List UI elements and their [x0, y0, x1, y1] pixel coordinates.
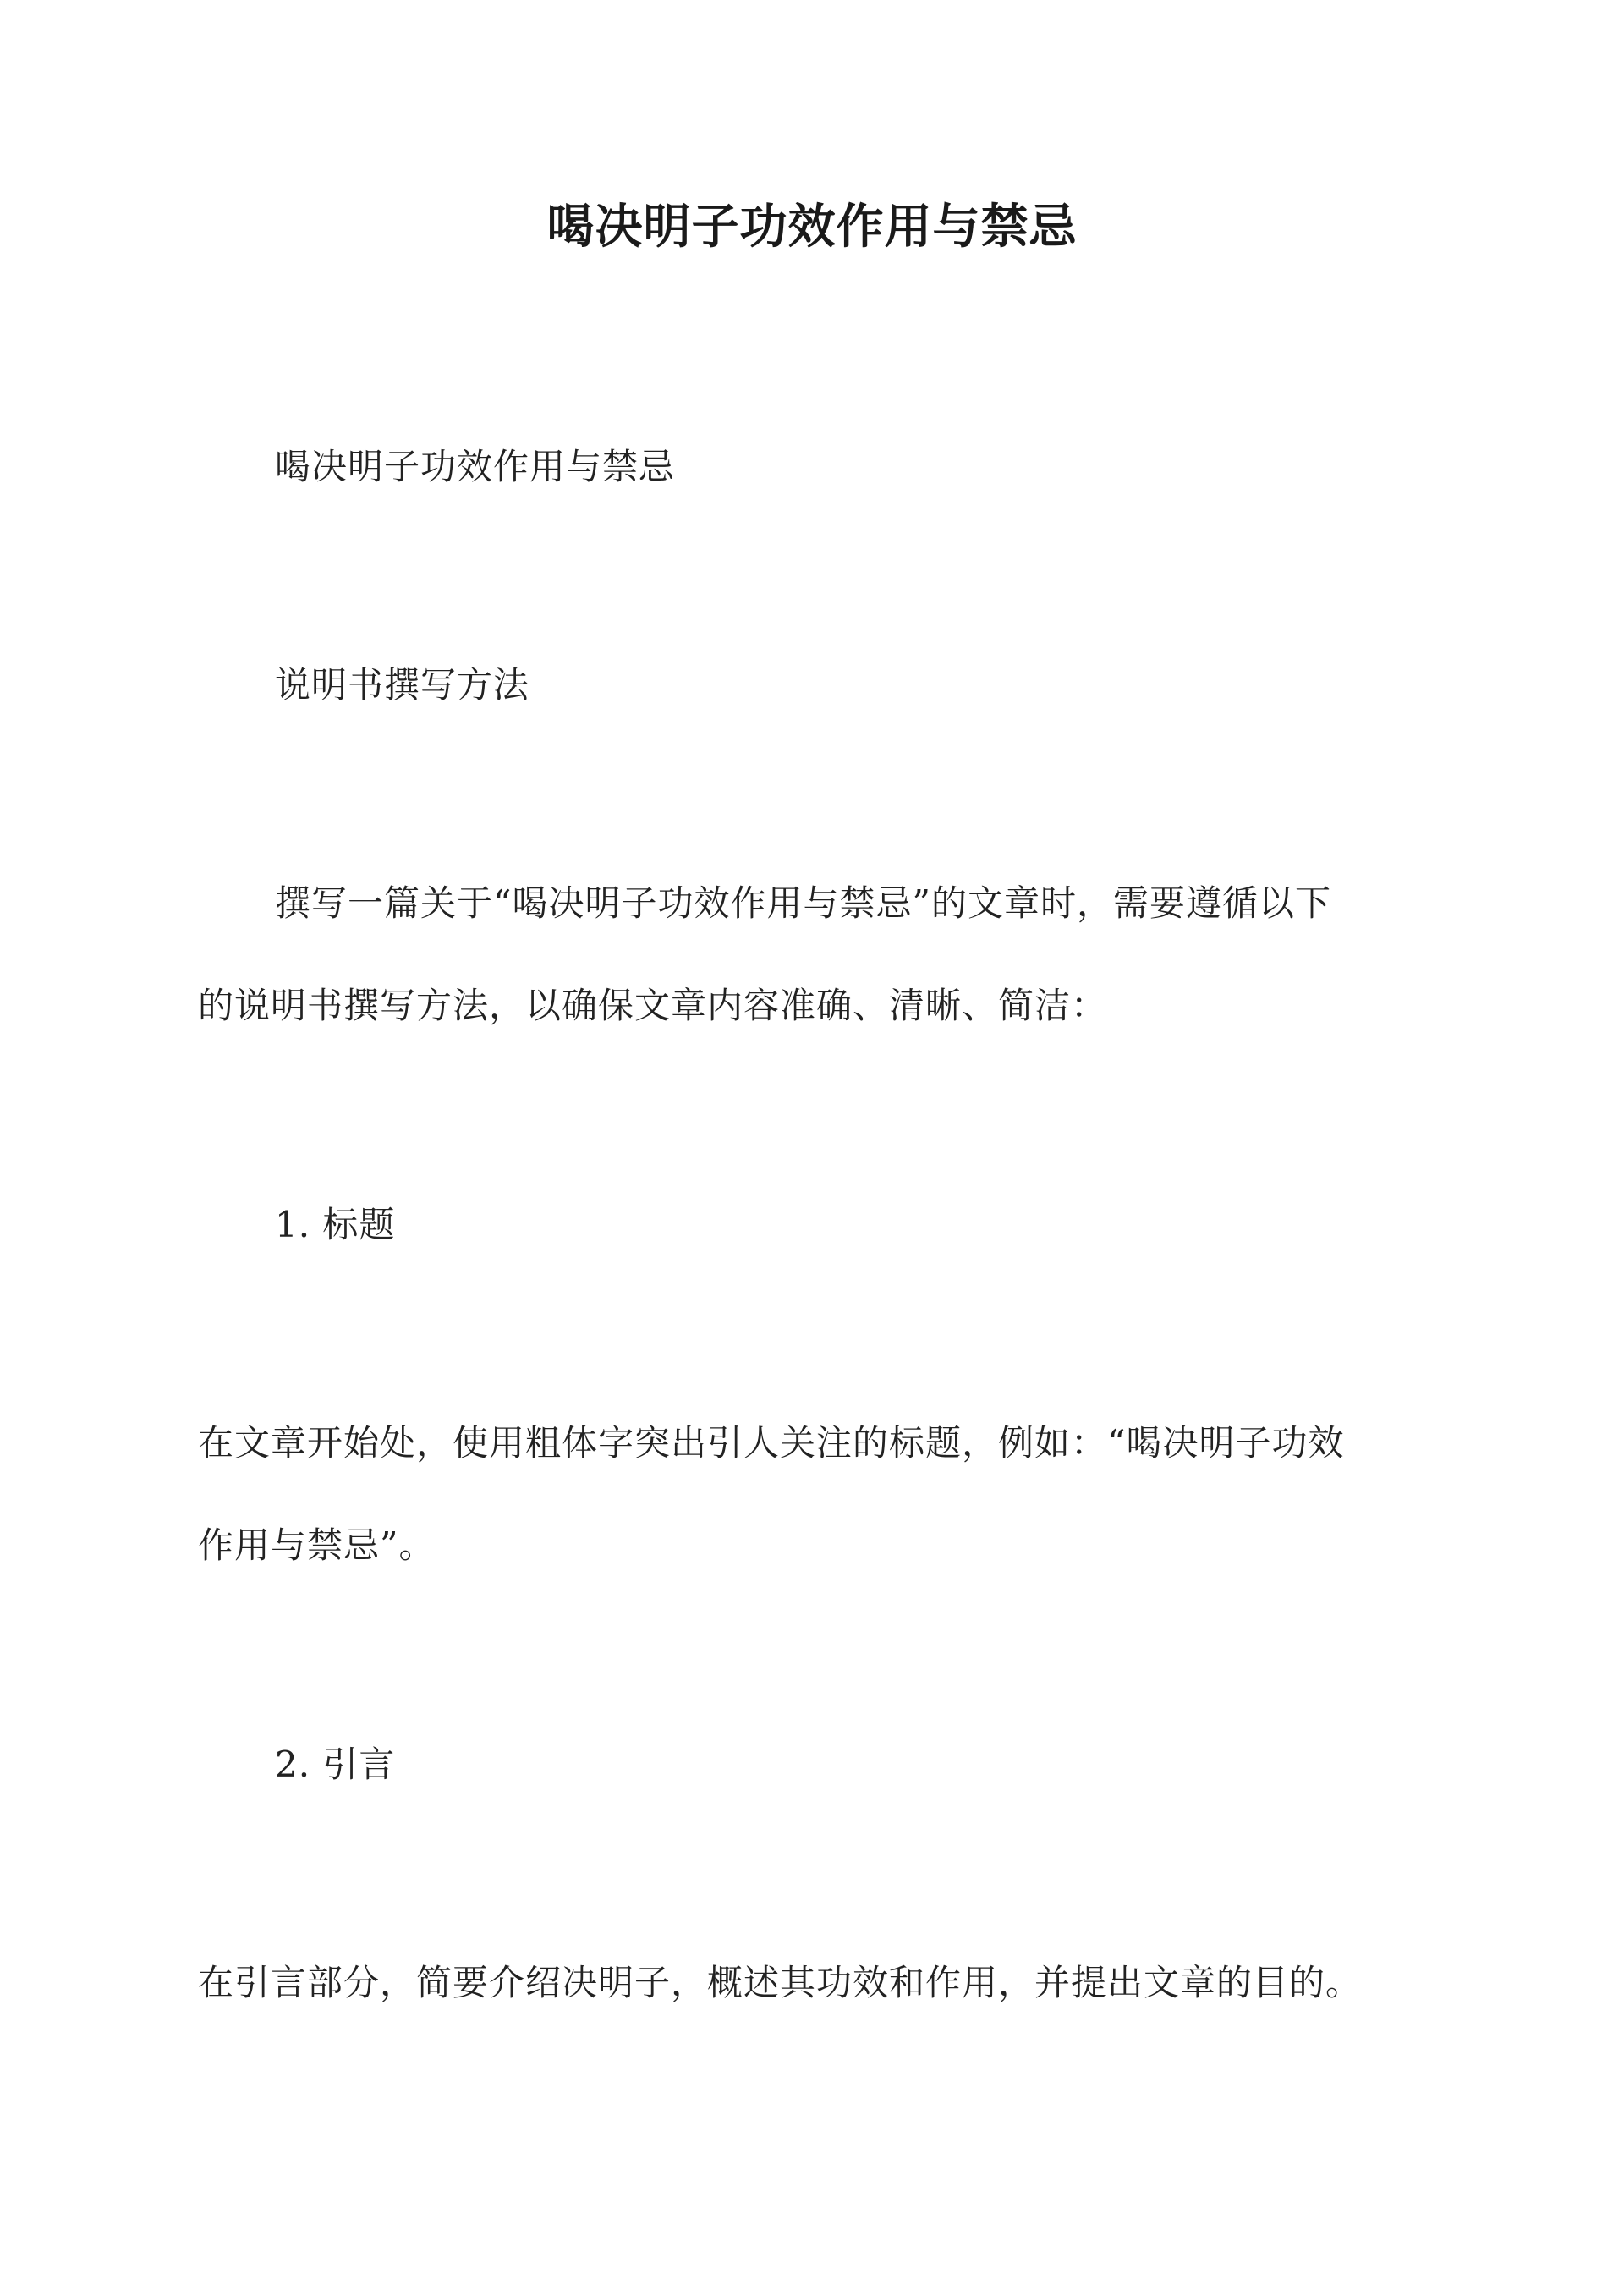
item-1-paragraph-line-1: 在文章开始处，使用粗体字突出引人关注的标题，例如：“喝决明子功效 [198, 1422, 1345, 1464]
document-subtitle: 喝决明子功效作用与禁忌 [275, 446, 676, 487]
item-1-heading: 1. 标题 [275, 1204, 396, 1245]
section-heading: 说明书撰写方法 [275, 664, 530, 706]
item-2-heading: 2. 引言 [275, 1744, 396, 1785]
item-1-paragraph-line-2: 作用与禁忌”。 [198, 1524, 436, 1566]
intro-paragraph-line-2: 的说明书撰写方法，以确保文章内容准确、清晰、简洁： [198, 985, 1108, 1026]
intro-paragraph-line-1: 撰写一篇关于“喝决明子功效作用与禁忌”的文章时，需要遵循以下 [275, 882, 1331, 924]
item-2-paragraph-line-1: 在引言部分，简要介绍决明子，概述其功效和作用，并提出文章的目的。 [198, 1962, 1363, 2003]
document-title: 喝决明子功效作用与禁忌 [546, 199, 1078, 255]
